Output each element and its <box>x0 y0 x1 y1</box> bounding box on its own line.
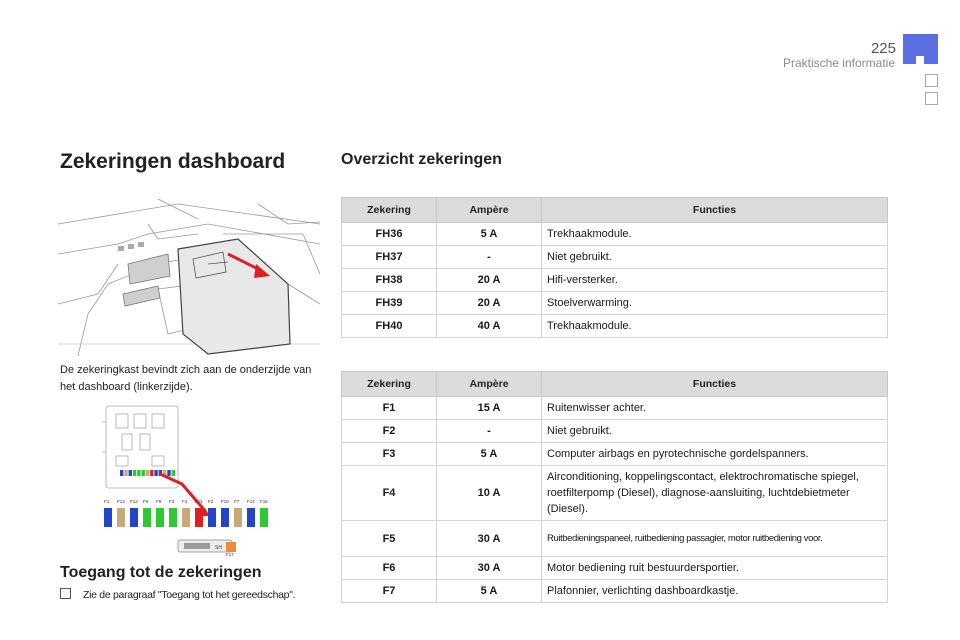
fuse-amp: 5 A <box>437 223 542 246</box>
table-row <box>342 315 888 338</box>
fuse-label: F2 <box>208 499 214 504</box>
fuse-f12 <box>130 508 138 527</box>
fuse-amp: 10 A <box>437 466 542 521</box>
table-row <box>342 420 888 443</box>
col-header-fuse: Zekering <box>342 198 437 223</box>
table-row <box>342 521 888 557</box>
note-bullet-icon <box>60 588 71 599</box>
fuse-f8 <box>156 508 164 527</box>
fuse-f14 <box>247 508 255 527</box>
fuse-amp: - <box>437 246 542 269</box>
fuse-id: F5 <box>342 521 437 557</box>
table-row <box>342 269 888 292</box>
fuse-function: Niet gebruikt. <box>542 246 888 269</box>
access-note-text: Zie de paragraaf "Toegang tot het gereedschap". <box>83 589 296 601</box>
table-row <box>342 223 888 246</box>
fuse-label: F11 <box>195 499 203 504</box>
fuse-f13 <box>117 508 125 527</box>
access-note <box>60 588 330 601</box>
dashboard-illustration <box>58 194 320 356</box>
fuse-id: FH40 <box>342 315 437 338</box>
table-row <box>342 397 888 420</box>
fuse-amp: 5 A <box>437 443 542 466</box>
fuse-table-1 <box>341 197 888 338</box>
fuse-f3 <box>169 508 177 527</box>
mini-fuse <box>167 470 170 476</box>
mini-fuse <box>124 470 127 476</box>
fuse-function: Trekhaakmodule. <box>542 223 888 246</box>
fuse-label: F6 <box>143 499 149 504</box>
fuse-function: Hifi-versterker. <box>542 269 888 292</box>
fuse-f6 <box>143 508 151 527</box>
fuse-box-diagram <box>100 402 280 556</box>
fuse-label: F16 <box>260 499 268 504</box>
page-number: 225 <box>870 40 896 57</box>
fuse-table-2 <box>341 371 888 603</box>
fuse-f11 <box>195 508 203 527</box>
location-description: De zekeringkast bevindt zich aan de onderzijde van het dashboard (linkerzijde). <box>60 364 312 393</box>
fuse-id: F6 <box>342 557 437 580</box>
fuse-amp: 30 A <box>437 521 542 557</box>
mini-fuse <box>133 470 136 476</box>
fuse-label: F13 <box>117 499 125 504</box>
fuse-id: F4 <box>342 466 437 521</box>
fuse-function: Stoelverwarming. <box>542 292 888 315</box>
table-row <box>342 580 888 603</box>
fuse-f7 <box>234 508 242 527</box>
fuse-label: F3 <box>169 499 175 504</box>
table-row <box>342 557 888 580</box>
table-row <box>342 443 888 466</box>
overview-title: Overzicht zekeringen <box>341 151 502 168</box>
relay-label: SH <box>215 545 222 551</box>
fuse-label: F12 <box>130 499 138 504</box>
table-row <box>342 292 888 315</box>
fuse-function: Ruitbedieningspaneel, ruitbediening passagier, motor ruitbediening voor. <box>542 521 888 557</box>
fuse-function: Ruitenwisser achter. <box>542 397 888 420</box>
fuse-id: F1 <box>342 397 437 420</box>
fuse-amp: 5 A <box>437 580 542 603</box>
table-row <box>342 246 888 269</box>
fuse-id: FH37 <box>342 246 437 269</box>
col-header-function: Functies <box>542 372 888 397</box>
fuse-f16 <box>260 508 268 527</box>
fuse-function: Motor bediening ruit bestuurdersportier. <box>542 557 888 580</box>
table-row <box>342 466 888 521</box>
mini-fuse <box>120 470 123 476</box>
fuse-id: F7 <box>342 580 437 603</box>
chapter-tab-box <box>925 92 938 105</box>
mini-fuse <box>137 470 140 476</box>
fuse-label: F1 <box>104 499 110 504</box>
fuse-id: FH38 <box>342 269 437 292</box>
mini-fuse <box>154 470 157 476</box>
fuse-amp: 20 A <box>437 269 542 292</box>
fuse-amp: 15 A <box>437 397 542 420</box>
fuse-id: FH39 <box>342 292 437 315</box>
section-name: Praktische informatie <box>782 56 895 70</box>
fuse-label: F7 <box>234 499 240 504</box>
fuse-amp: 20 A <box>437 292 542 315</box>
fuse-amp: 30 A <box>437 557 542 580</box>
fuse-f17-label: F17 <box>226 552 234 556</box>
col-header-function: Functies <box>542 198 888 223</box>
fuse-f10 <box>221 508 229 527</box>
fuse-label: F14 <box>247 499 255 504</box>
fuse-function: Trekhaakmodule. <box>542 315 888 338</box>
fuse-label: F4 <box>182 499 188 504</box>
page-title: Zekeringen dashboard <box>60 150 286 173</box>
fuse-f2 <box>208 508 216 527</box>
fuse-id: FH36 <box>342 223 437 246</box>
fuse-label: F10 <box>221 499 229 504</box>
fuse-function: Niet gebruikt. <box>542 420 888 443</box>
mini-fuse <box>129 470 132 476</box>
fuse-id: F3 <box>342 443 437 466</box>
fuse-label: F8 <box>156 499 162 504</box>
mini-fuse <box>142 470 145 476</box>
fuse-f4 <box>182 508 190 527</box>
access-title: Toegang tot de zekeringen <box>60 564 262 581</box>
mini-fuse <box>150 470 153 476</box>
fuse-id: F2 <box>342 420 437 443</box>
fuse-amp: 40 A <box>437 315 542 338</box>
mini-fuse <box>172 470 175 476</box>
fuse-function: Computer airbags en pyrotechnische gordelspanners. <box>542 443 888 466</box>
fuse-f1 <box>104 508 112 527</box>
chapter-tab-box <box>925 74 938 87</box>
col-header-amp: Ampère <box>437 198 542 223</box>
fuse-function: Plafonnier, verlichting dashboardkastje. <box>542 580 888 603</box>
mini-fuse <box>146 470 149 476</box>
fuse-function: Airconditioning, koppelingscontact, elektrochromatische spiegel, roetfilterpomp (Diesel), diagnose-aansluiting, luchtdebietmeter (Diesel). <box>542 466 888 521</box>
col-header-fuse: Zekering <box>342 372 437 397</box>
col-header-amp: Ampère <box>437 372 542 397</box>
fuse-amp: - <box>437 420 542 443</box>
chapter-tab-marker <box>916 56 924 64</box>
